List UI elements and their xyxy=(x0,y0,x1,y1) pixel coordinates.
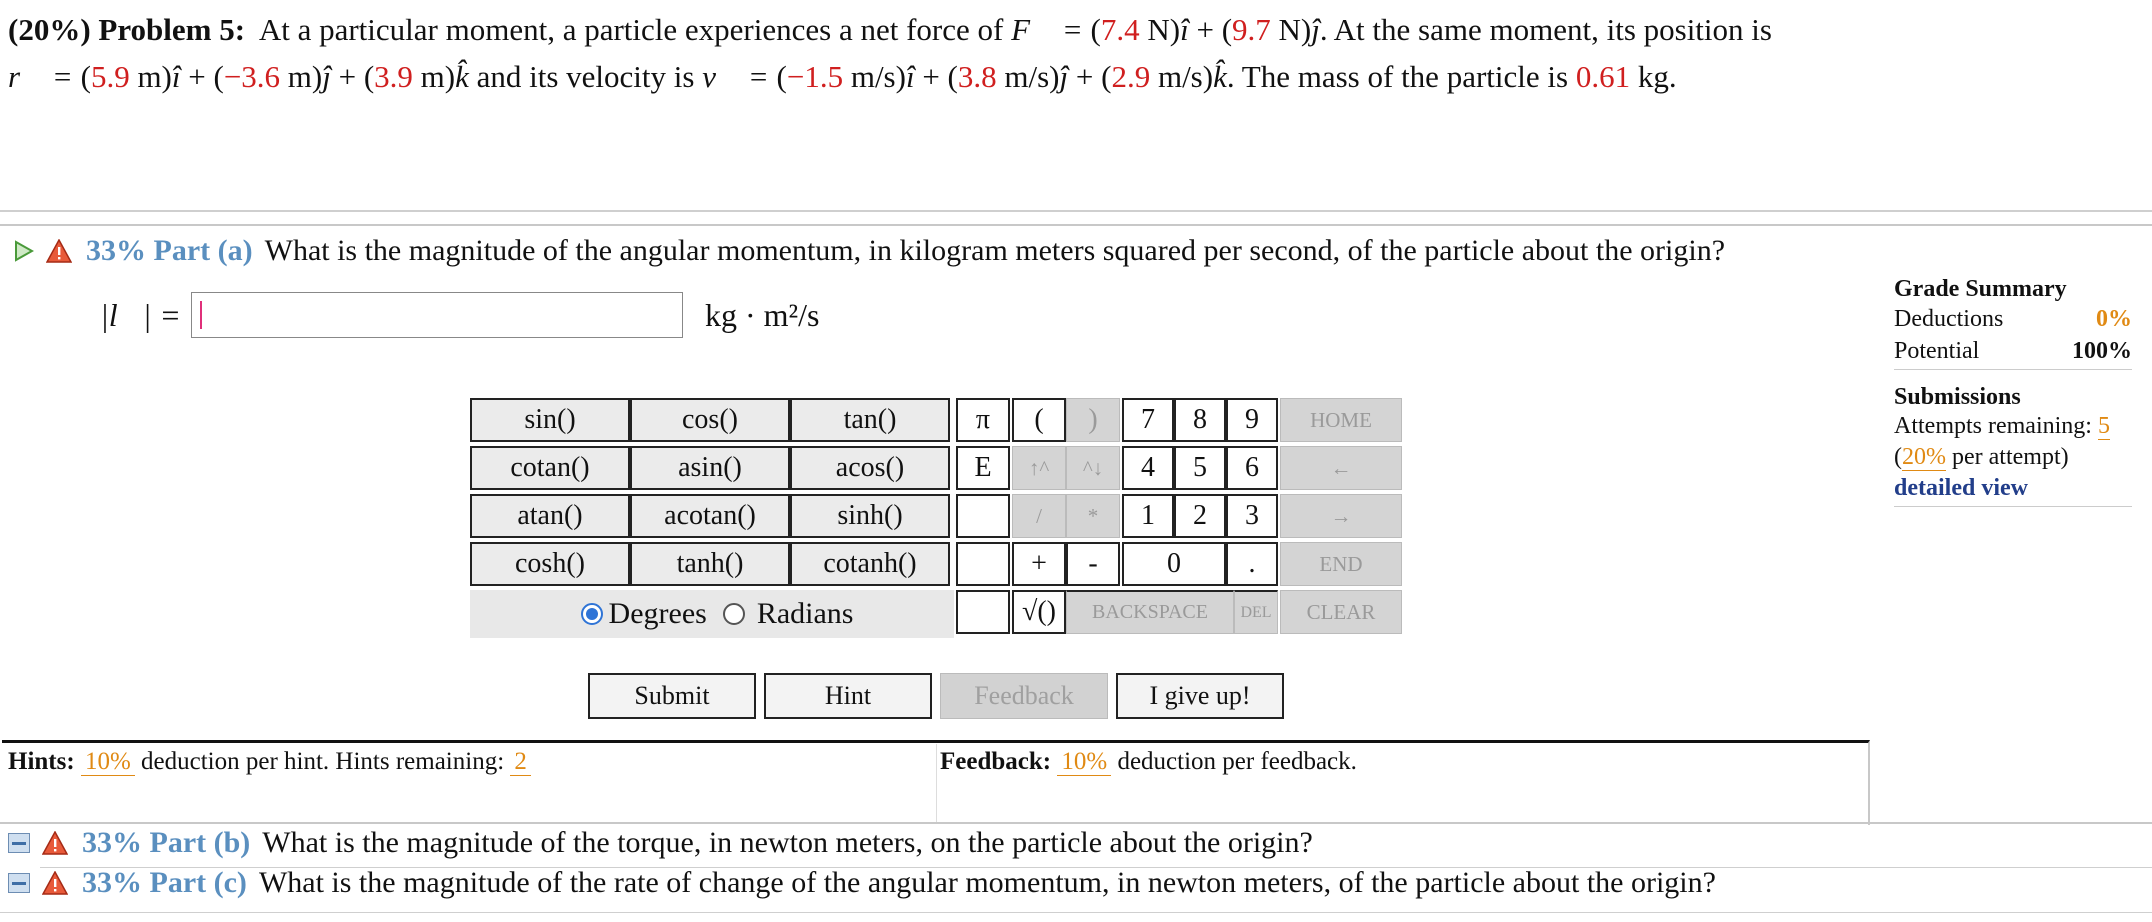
blank-key[interactable] xyxy=(956,542,1010,586)
home-key[interactable]: HOME xyxy=(1280,398,1402,442)
asin-button[interactable]: asin() xyxy=(630,446,790,490)
deductions-row xyxy=(1894,303,2132,335)
right-paren-key[interactable]: ) xyxy=(1066,398,1120,442)
feedback-line xyxy=(940,748,1357,776)
left-arrow-key[interactable]: ← xyxy=(1280,446,1402,490)
warning-icon xyxy=(46,239,72,263)
part-a-header xyxy=(14,232,1725,270)
detailed-view-link[interactable]: detailed view xyxy=(1894,475,2028,501)
mass-text: The mass of the particle is xyxy=(1241,59,1569,94)
give-up-button[interactable]: I give up! xyxy=(1116,673,1284,719)
hints-text: deduction per hint. Hints remaining: xyxy=(141,748,505,775)
warning-icon xyxy=(42,871,68,895)
position-y: −3.6 xyxy=(223,59,281,94)
acotan-button[interactable]: acotan() xyxy=(630,494,790,538)
hints-remaining: 2 xyxy=(510,748,531,776)
feedback-button[interactable]: Feedback xyxy=(940,673,1108,719)
part-b-header[interactable] xyxy=(8,826,1313,860)
divider xyxy=(1894,506,2132,507)
right-arrow-key[interactable]: → xyxy=(1280,494,1402,538)
answer-row xyxy=(100,292,819,338)
hints-label: Hints: xyxy=(8,748,75,775)
tanh-button[interactable]: tanh() xyxy=(630,542,790,586)
sin-button[interactable]: sin() xyxy=(470,398,630,442)
velocity-text: and its velocity is xyxy=(476,59,695,94)
degrees-label: Degrees xyxy=(608,597,707,630)
potential-label: Potential xyxy=(1894,338,1980,364)
per-attempt-row: (20% per attempt) xyxy=(1894,444,2069,470)
part-b-label: 33% Part (b) xyxy=(82,826,251,859)
velocity-symbol: v⃗ = xyxy=(702,59,769,94)
feedback-label: Feedback: xyxy=(940,748,1052,775)
mass-value: 0.61 xyxy=(1575,59,1631,94)
force-y: 9.7 xyxy=(1232,12,1271,47)
expand-icon[interactable] xyxy=(8,873,30,893)
del-key[interactable]: DEL xyxy=(1234,590,1278,634)
deductions-label: Deductions xyxy=(1894,306,2004,332)
up-key[interactable]: ↑^ xyxy=(1012,446,1066,490)
problem-text-2: At the same moment, its position is xyxy=(1333,12,1772,47)
part-a-question: What is the magnitude of the angular momentum, in kilogram meters squared per second, of the particle about the origin? xyxy=(264,234,1726,267)
per-attempt-text: per attempt) xyxy=(1952,444,2069,470)
hints-deduction: 10% xyxy=(81,748,135,776)
answer-symbol: |l⃗| = xyxy=(100,296,181,333)
force-symbol: F⃗ = xyxy=(1011,12,1083,47)
e-button[interactable]: E xyxy=(956,446,1010,490)
sinh-button[interactable]: sinh() xyxy=(790,494,950,538)
submit-button[interactable]: Submit xyxy=(588,673,756,719)
velocity-x: −1.5 xyxy=(786,59,844,94)
digit-1[interactable]: 1 xyxy=(1122,494,1174,538)
sqrt-button[interactable]: √() xyxy=(1012,590,1066,634)
radians-label: Radians xyxy=(756,597,854,630)
grade-summary-title: Grade Summary xyxy=(1894,276,2067,302)
attempts-value: 5 xyxy=(2097,413,2110,439)
per-attempt-pct: 20% xyxy=(1902,444,1946,470)
radians-radio[interactable] xyxy=(723,603,745,625)
angle-mode-toggle xyxy=(470,590,954,638)
digit-5[interactable]: 5 xyxy=(1174,446,1226,490)
cosh-button[interactable]: cosh() xyxy=(470,542,630,586)
position-z: 3.9 xyxy=(374,59,413,94)
blank-key[interactable] xyxy=(956,494,1010,538)
clear-key[interactable]: CLEAR xyxy=(1280,590,1402,634)
backspace-key[interactable]: BACKSPACE xyxy=(1066,590,1234,634)
warning-icon xyxy=(42,831,68,855)
digit-2[interactable]: 2 xyxy=(1174,494,1226,538)
velocity-z: 2.9 xyxy=(1111,59,1151,94)
position-symbol: r⃗ = xyxy=(8,59,73,94)
problem-label: (20%) Problem 5: xyxy=(8,12,246,47)
part-c-label: 33% Part (c) xyxy=(82,866,247,899)
digit-4[interactable]: 4 xyxy=(1122,446,1174,490)
deductions-value: 0% xyxy=(2096,306,2132,332)
answer-input[interactable] xyxy=(191,292,683,338)
divider xyxy=(0,210,2152,212)
cos-button[interactable]: cos() xyxy=(630,398,790,442)
potential-row xyxy=(1894,335,2132,367)
detailed-view-row xyxy=(1894,473,2132,504)
down-key[interactable]: ^↓ xyxy=(1066,446,1120,490)
left-paren-button[interactable]: ( xyxy=(1012,398,1066,442)
minus-button[interactable]: - xyxy=(1066,542,1120,586)
feedback-deduction: 10% xyxy=(1057,748,1111,776)
multiply-key[interactable]: * xyxy=(1066,494,1120,538)
decimal-point[interactable]: . xyxy=(1226,542,1278,586)
divider xyxy=(0,912,2152,913)
digit-0[interactable]: 0 xyxy=(1122,542,1226,586)
part-c-header[interactable] xyxy=(8,866,1716,900)
hints-line xyxy=(8,748,531,776)
text-caret xyxy=(200,301,202,329)
cotanh-button[interactable]: cotanh() xyxy=(790,542,950,586)
problem-line-2: r⃗ = (5.9 m)î + (−3.6 m)ĵ + (3.9 m)k̂ and its velocity is v⃗ = (−1.5 m/s)î + (3.8 m/s)ĵ + (2.9 m/s)k̂. The mass of the particle is 0.61 kg. xyxy=(8,59,1677,94)
potential-value: 100% xyxy=(2072,338,2132,364)
position-x: 5.9 xyxy=(90,59,130,94)
play-icon[interactable] xyxy=(14,240,34,262)
part-b-question: What is the magnitude of the torque, in newton meters, on the particle about the origin? xyxy=(262,826,1313,859)
divider xyxy=(936,744,937,822)
problem-line-1: (20%) Problem 5: At a particular moment, a particle experiences a net force of F⃗ = (7.4 N)î + (9.7 N)ĵ. At the same moment, its position is xyxy=(8,12,1772,47)
blank-key[interactable] xyxy=(956,590,1010,634)
expand-icon[interactable] xyxy=(8,833,30,853)
tan-button[interactable]: tan() xyxy=(790,398,950,442)
grade-sidebar xyxy=(1894,276,2132,509)
atan-button[interactable]: atan() xyxy=(470,494,630,538)
acos-button[interactable]: acos() xyxy=(790,446,950,490)
part-c-question: What is the magnitude of the rate of change of the angular momentum, in newton meters, of the particle about the origin? xyxy=(258,866,1716,899)
answer-units: kg · m²/s xyxy=(704,296,820,333)
feedback-text: deduction per feedback. xyxy=(1117,748,1357,775)
degrees-radio[interactable] xyxy=(581,603,603,625)
pi-button[interactable]: π xyxy=(956,398,1010,442)
digit-6[interactable]: 6 xyxy=(1226,446,1278,490)
plus-button[interactable]: + xyxy=(1012,542,1066,586)
digit-9[interactable]: 9 xyxy=(1226,398,1278,442)
mass-unit: kg. xyxy=(1637,59,1677,94)
attempts-row xyxy=(1894,411,2132,442)
end-key[interactable]: END xyxy=(1280,542,1402,586)
digit-8[interactable]: 8 xyxy=(1174,398,1226,442)
problem-text: At a particular moment, a particle experiences a net force of xyxy=(258,12,1004,47)
part-a-label: 33% Part (a) xyxy=(86,234,253,267)
divide-key[interactable]: / xyxy=(1012,494,1066,538)
cotan-button[interactable]: cotan() xyxy=(470,446,630,490)
problem-statement xyxy=(8,6,2148,100)
divider xyxy=(1894,369,2132,370)
digit-7[interactable]: 7 xyxy=(1122,398,1174,442)
submissions-title: Submissions xyxy=(1894,384,2021,410)
velocity-y: 3.8 xyxy=(957,59,997,94)
digit-3[interactable]: 3 xyxy=(1226,494,1278,538)
hint-button[interactable]: Hint xyxy=(764,673,932,719)
force-x: 7.4 xyxy=(1100,12,1140,47)
attempts-label: Attempts remaining: xyxy=(1894,413,2092,439)
